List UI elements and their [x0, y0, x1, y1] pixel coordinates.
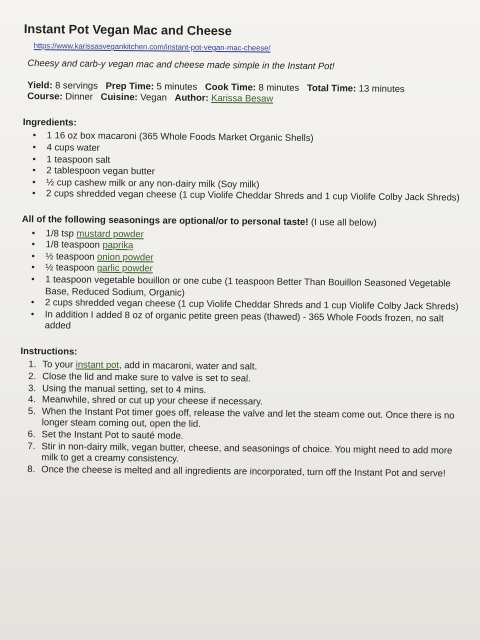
- author-label: Author:: [174, 91, 209, 104]
- cook-time-value: 8 minutes: [258, 81, 300, 93]
- instructions-heading: Instructions:: [20, 344, 78, 357]
- step-text: When the Instant Pot timer goes off, release the valve and let the steam come out. Once there is no longer steam coming out, open the lid.: [41, 405, 455, 430]
- cuisine-value: Vegan: [140, 91, 167, 103]
- step-text: , add in macaroni, water and salt.: [118, 359, 258, 372]
- step-number: 5.: [27, 404, 36, 416]
- recipe-description: Cheesy and carb-y vegan mac and cheese made simple in the Instant Pot!: [27, 58, 335, 72]
- ingredient-item: • ½ cup cashew milk or any non-dairy milk (Soy milk): [46, 176, 462, 192]
- step-number: 3.: [28, 381, 37, 393]
- step-text: Meanwhile, shred or cut up your cheese if necessary.: [41, 393, 263, 407]
- prep-time-value: 5 minutes: [156, 79, 198, 92]
- step-text: To your: [42, 358, 76, 371]
- ingredients-heading: Ingredients:: [22, 115, 77, 128]
- garlic-powder-link[interactable]: garlic powder: [96, 262, 153, 274]
- ingredient-item: • 1 teaspoon salt: [47, 153, 463, 169]
- recipe-page: [19, 22, 464, 479]
- step-number: 1.: [28, 358, 37, 370]
- ingredient-item: • 4 cups water: [47, 141, 463, 157]
- source-url-link[interactable]: https://www.karissasvegankitchen.com/instant-pot-vegan-mac-cheese/: [33, 41, 271, 53]
- step-text: Once the cheese is melted and all ingredients are incorporated, turn off the Instant Pot and serve!: [41, 463, 446, 479]
- seasonings-note: (I use all below): [310, 215, 377, 228]
- instant-pot-link[interactable]: instant pot: [75, 359, 120, 371]
- course-label: Course:: [27, 90, 63, 102]
- mustard-powder-link[interactable]: mustard powder: [76, 227, 144, 239]
- seasoning-text: 1/8 tsp: [45, 226, 77, 239]
- step-number: 6.: [27, 428, 36, 440]
- step-text: Using the manual setting, set to 4 mins.: [42, 381, 207, 395]
- prep-time-label: Prep Time:: [105, 79, 155, 91]
- step-text: Stir in non-dairy milk, vegan butter, cheese, and seasonings of choice. You might need to add more milk to get a creamy consistency.: [41, 439, 453, 464]
- total-time-label: Total Time:: [306, 81, 357, 94]
- onion-powder-link[interactable]: onion powder: [97, 250, 154, 263]
- ingredient-item: • 2 cups shredded vegan cheese (1 cup Violife Cheddar Shreds and 1 cup Violife Colby Jack Shreds): [46, 188, 462, 204]
- seasoning-item: • 2 cups shredded vegan cheese (1 cup Violife Cheddar Shreds and 1 cup Violife Colby Jack Shreds): [45, 296, 461, 312]
- ingredients-list: [22, 129, 463, 203]
- seasonings-list: [21, 227, 462, 336]
- step-text: Set the Instant Pot to sauté mode.: [41, 428, 184, 441]
- ingredient-item: • 1 16 oz box macaroni (365 Whole Foods Market Organic Shells): [47, 130, 463, 146]
- step-number: 8.: [27, 462, 36, 474]
- step-number: 4.: [27, 393, 36, 405]
- paprika-link[interactable]: paprika: [102, 238, 134, 251]
- seasoning-text: ½ teaspoon: [45, 261, 98, 274]
- total-time-value: 13 minutes: [358, 82, 405, 94]
- cook-time-label: Cook Time:: [205, 80, 257, 93]
- seasoning-text: ½ teaspoon: [45, 249, 98, 262]
- recipe-title: Instant Pot Vegan Mac and Cheese: [23, 22, 232, 39]
- seasoning-item: • In addition I added 8 oz of organic petite green peas (thawed) - 365 Whole Foods frozen, no salt added: [45, 308, 461, 336]
- ingredient-item: • 2 tablespoon vegan butter: [46, 164, 462, 180]
- step-text: Close the lid and make sure to valve is set to seal.: [42, 370, 251, 384]
- seasoning-item: • 1 teaspoon vegetable bouillon or one cube (1 teaspoon Better Than Bouillon Seasoned Vegetable Base, Reduced Sodium, Organic): [45, 273, 461, 301]
- author-link[interactable]: Karissa Besaw: [211, 92, 274, 104]
- instructions-list: [19, 358, 460, 479]
- seasonings-heading-text: All of the following seasonings are optional/or to personal taste!: [21, 212, 309, 227]
- step-number: 2.: [28, 370, 37, 382]
- course-value: Dinner: [65, 90, 93, 102]
- cuisine-label: Cuisine:: [100, 90, 138, 103]
- yield-label: Yield:: [27, 78, 53, 90]
- seasoning-text: 1/8 teaspoon: [45, 238, 103, 250]
- yield-value: 8 servings: [55, 78, 98, 91]
- step-number: 7.: [27, 439, 36, 451]
